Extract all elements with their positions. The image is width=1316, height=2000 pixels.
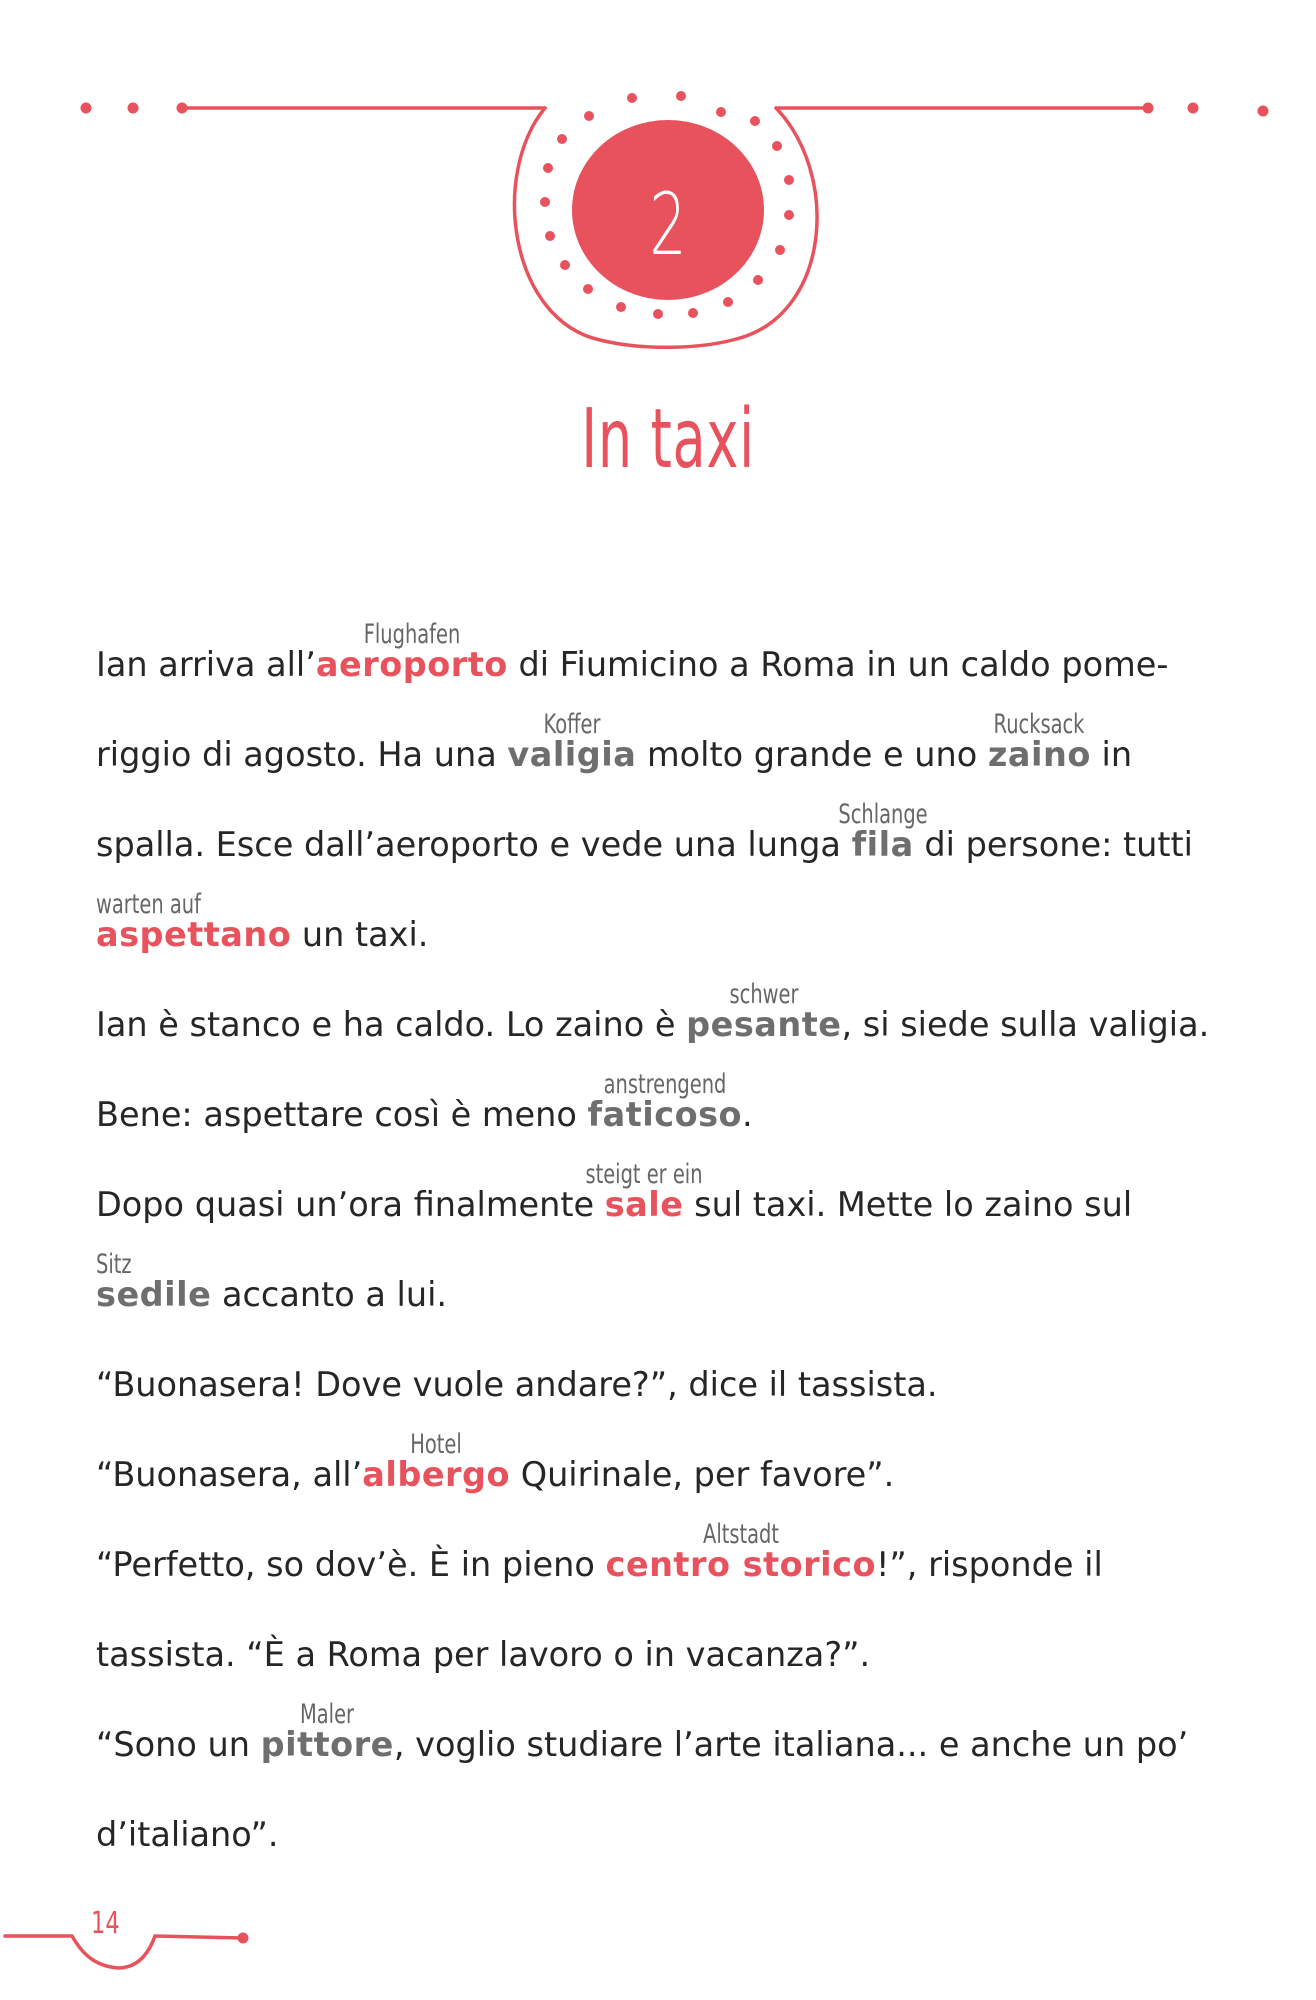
vocab-term: valigia bbox=[507, 735, 637, 774]
vocab-term: fila bbox=[851, 825, 914, 864]
vocab-gloss: schwer bbox=[729, 979, 799, 1010]
paragraph bbox=[96, 620, 1246, 980]
vocab-word bbox=[315, 619, 508, 684]
vocab-term: faticoso bbox=[587, 1095, 743, 1134]
text-run: accanto a lui. bbox=[211, 1275, 448, 1314]
vocab-gloss: Hotel bbox=[410, 1429, 462, 1460]
vocab-word bbox=[362, 1429, 511, 1494]
text-run: Quirinale, per favore”. bbox=[510, 1455, 895, 1494]
text-run: Bene: aspettare così è meno bbox=[96, 1095, 588, 1134]
text-run: “Perfetto, so dov’è. È in pieno bbox=[96, 1545, 606, 1584]
vocab-term: zaino bbox=[987, 735, 1091, 774]
vocab-gloss: steigt er ein bbox=[585, 1159, 703, 1190]
text-run: un taxi. bbox=[291, 915, 429, 954]
vocab-gloss: anstrengend bbox=[603, 1069, 727, 1100]
page-number: 14 bbox=[91, 1906, 120, 1941]
chapter-number: 2 bbox=[649, 175, 687, 275]
text-run: . bbox=[742, 1095, 753, 1134]
paragraph bbox=[96, 1160, 1246, 1340]
vocab-term: sedile bbox=[96, 1275, 212, 1314]
text-run: Ian arriva all’ bbox=[96, 645, 316, 684]
vocab-gloss: Maler bbox=[300, 1699, 355, 1730]
vocab-term: aeroporto bbox=[315, 645, 508, 684]
text-run: Ian è stanco e ha caldo. Lo zaino è bbox=[96, 1005, 687, 1044]
vocab-word bbox=[260, 1699, 394, 1764]
text-run: di Fiumicino a Roma in un caldo pome-riggio di agosto. Ha una bbox=[96, 645, 1169, 774]
text-run: di persone: tutti bbox=[913, 825, 1193, 864]
text-run: “Buonasera! Dove vuole andare?”, dice il tassista. bbox=[96, 1365, 938, 1404]
paragraph bbox=[96, 1700, 1246, 1880]
text-run: , si siede sulla valigia. bbox=[841, 1005, 1210, 1044]
text-run: Dopo quasi un’ora finalmente bbox=[96, 1185, 605, 1224]
vocab-term: sale bbox=[604, 1185, 684, 1224]
vocab-word bbox=[96, 889, 292, 954]
text-run: in spalla. Esce dall’aeroporto e vede una lunga bbox=[96, 735, 1133, 864]
vocab-term: aspettano bbox=[96, 915, 292, 954]
vocab-word bbox=[987, 709, 1091, 774]
paragraph bbox=[96, 1340, 1246, 1430]
vocab-gloss: warten auf bbox=[96, 889, 201, 920]
vocab-word bbox=[605, 1519, 877, 1584]
text-run: molto grande e uno bbox=[636, 735, 988, 774]
vocab-word bbox=[96, 1249, 212, 1314]
vocab-word bbox=[507, 709, 637, 774]
text-run: “Sono un bbox=[96, 1725, 261, 1764]
vocab-gloss: Flughafen bbox=[363, 619, 461, 650]
vocab-gloss: Sitz bbox=[96, 1249, 132, 1280]
vocab-term: albergo bbox=[362, 1455, 511, 1494]
vocab-gloss: Koffer bbox=[543, 709, 601, 740]
vocab-word bbox=[838, 799, 928, 864]
text-run: , voglio studiare l’arte italiana... e anche un po’ d’italiano”. bbox=[96, 1725, 1189, 1854]
text-run: !”, risponde il tassista. “È a Roma per lavoro o in vacanza?”. bbox=[96, 1545, 1103, 1674]
vocab-word bbox=[587, 1069, 743, 1134]
vocab-word bbox=[585, 1159, 703, 1224]
paragraph bbox=[96, 1070, 1246, 1160]
vocab-term: pesante bbox=[686, 1005, 842, 1044]
vocab-gloss: Rucksack bbox=[993, 709, 1085, 740]
text-run: “Buonasera, all’ bbox=[96, 1455, 363, 1494]
text-run: sul taxi. Mette lo zaino sul bbox=[683, 1185, 1133, 1224]
chapter-title: In taxi bbox=[581, 392, 755, 487]
paragraph bbox=[96, 980, 1246, 1070]
vocab-gloss: Altstadt bbox=[702, 1519, 779, 1550]
paragraph bbox=[96, 1520, 1246, 1700]
story-text bbox=[96, 620, 1246, 1880]
vocab-gloss: Schlange bbox=[838, 799, 928, 830]
vocab-term: pittore bbox=[260, 1725, 394, 1764]
vocab-word bbox=[686, 979, 842, 1044]
paragraph bbox=[96, 1430, 1246, 1520]
vocab-term: centro storico bbox=[605, 1545, 876, 1584]
